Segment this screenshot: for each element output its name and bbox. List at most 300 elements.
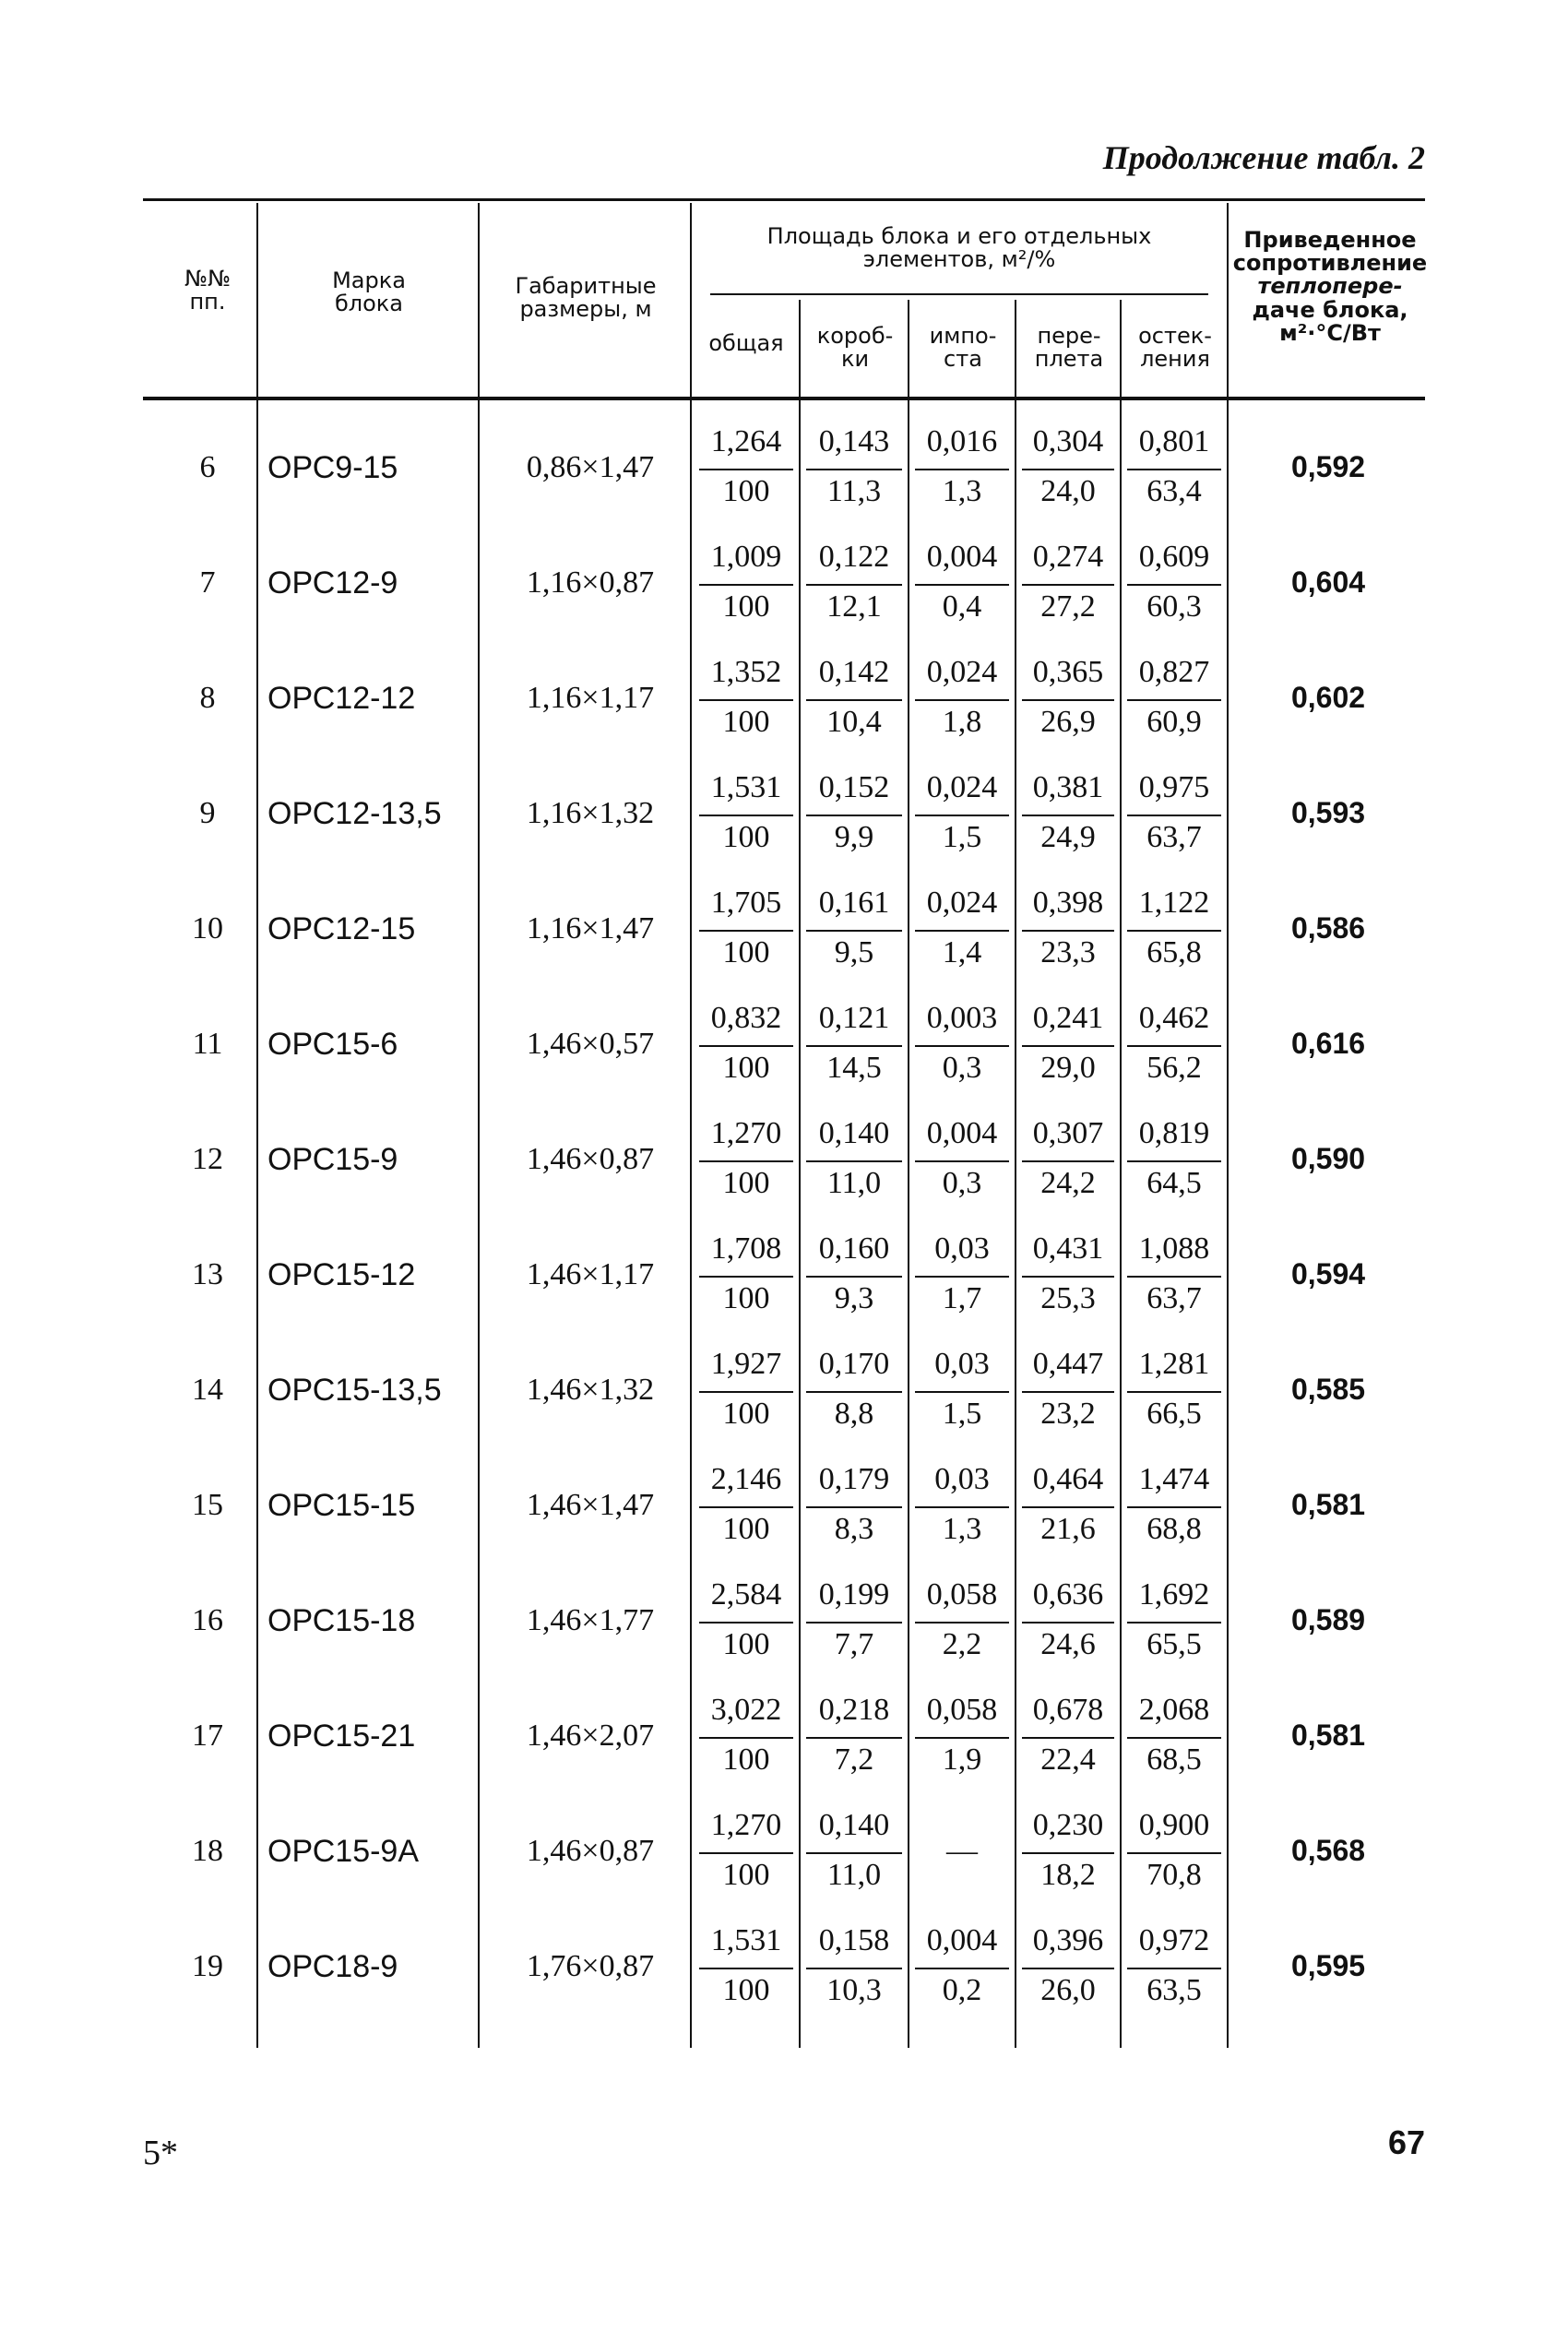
- heat-resistance: 0,586: [1290, 911, 1366, 945]
- area-fraction-impost: [909, 1577, 1015, 1679]
- block-dimensions: 1,46×0,87: [526, 1142, 655, 1176]
- block-mark: ОРС15-9: [267, 1142, 398, 1177]
- area-fraction-total: [694, 1462, 799, 1564]
- fraction-bar: [915, 1160, 1009, 1162]
- area-fraction-sash: [1016, 1462, 1120, 1564]
- fraction-bar: [1022, 930, 1114, 932]
- fraction-bar: [1022, 1506, 1114, 1508]
- block-mark: ОРС15-21: [267, 1719, 416, 1754]
- fraction-bar: [699, 815, 793, 816]
- area-fraction-total: [694, 1347, 799, 1448]
- row-number: 14: [192, 1373, 223, 1407]
- area-percent: 11,0: [826, 1858, 882, 1892]
- area-percent: 9,9: [834, 820, 874, 854]
- area-value: 0,058: [926, 1577, 998, 1612]
- heat-resistance: 0,590: [1290, 1142, 1366, 1175]
- area-value: 0,819: [1138, 1116, 1210, 1150]
- continuation-title: Продолжение табл. 2: [1102, 139, 1425, 176]
- area-value: 0,972: [1138, 1923, 1210, 1957]
- fraction-bar: [915, 1506, 1009, 1508]
- area-percent: 9,5: [834, 935, 874, 969]
- area-value: 0,140: [818, 1116, 890, 1150]
- fraction-bar: [699, 699, 793, 701]
- fraction-bar: [699, 1622, 793, 1623]
- area-fraction-impost: [909, 1231, 1015, 1333]
- header-impost: [909, 325, 1016, 371]
- area-value: 0,365: [1032, 655, 1104, 689]
- area-percent: 63,5: [1146, 1973, 1202, 2007]
- area-percent: 68,8: [1146, 1512, 1202, 1546]
- fraction-bar: [915, 930, 1009, 932]
- area-percent: 23,3: [1040, 935, 1096, 969]
- area-fraction-impost: [909, 1347, 1015, 1448]
- header-resist-line: сопротивление: [1232, 250, 1428, 277]
- area-value: 0,122: [818, 540, 890, 574]
- area-fraction-total: [694, 540, 799, 641]
- area-fraction-box: [801, 770, 908, 872]
- header-num-line: пп.: [189, 289, 226, 315]
- fraction-bar: [806, 1276, 902, 1278]
- area-value: 0,307: [1032, 1116, 1104, 1150]
- fraction-bar: [806, 699, 902, 701]
- fraction-bar: [699, 469, 793, 470]
- heat-resistance: 0,592: [1290, 450, 1366, 483]
- area-fraction-sash: [1016, 1693, 1120, 1794]
- area-percent: 10,4: [826, 705, 882, 739]
- block-dimensions: 1,46×1,47: [526, 1488, 655, 1522]
- fraction-bar: [915, 815, 1009, 816]
- header-impost-line: импо-: [929, 323, 997, 349]
- row-number: 15: [192, 1488, 223, 1522]
- fraction-bar: [1127, 584, 1221, 586]
- area-fraction-glazing: [1122, 1577, 1227, 1679]
- area-fraction-box: [801, 424, 908, 526]
- block-mark: ОРС15-15: [267, 1488, 416, 1523]
- area-fraction-glazing: [1122, 1808, 1227, 1909]
- area-fraction-impost: [909, 655, 1015, 756]
- area-percent: 100: [722, 1051, 770, 1085]
- area-percent: 64,5: [1146, 1166, 1202, 1200]
- area-fraction-total: [694, 886, 799, 987]
- table-row: [0, 540, 1568, 655]
- fraction-bar: [699, 1391, 793, 1393]
- area-fraction-glazing: [1122, 424, 1227, 526]
- fraction-bar: [915, 1968, 1009, 1969]
- fraction-bar: [806, 930, 902, 932]
- fraction-bar: [1127, 699, 1221, 701]
- area-fraction-total: [694, 1693, 799, 1794]
- area-percent: 1,3: [942, 474, 982, 508]
- area-fraction-impost: [909, 886, 1015, 987]
- area-fraction-box: [801, 1001, 908, 1102]
- area-percent: 100: [722, 1973, 770, 2007]
- heat-resistance: 0,585: [1290, 1373, 1366, 1406]
- area-value: 0,058: [926, 1693, 998, 1727]
- row-number: 11: [192, 1027, 223, 1061]
- area-percent: 70,8: [1146, 1858, 1202, 1892]
- block-dimensions: 0,86×1,47: [526, 450, 655, 484]
- area-value: 0,447: [1032, 1347, 1104, 1381]
- fraction-bar: [806, 1737, 902, 1739]
- fraction-bar: [1127, 1276, 1221, 1278]
- fraction-bar: [699, 1506, 793, 1508]
- area-percent: 0,4: [942, 589, 982, 624]
- header-glazing-line: ления: [1140, 346, 1210, 373]
- area-value: 0,03: [934, 1462, 990, 1496]
- block-mark: ОРС12-12: [267, 681, 416, 716]
- fraction-bar: [1127, 815, 1221, 816]
- header-resist-line: Приведенное: [1243, 227, 1417, 253]
- area-fraction-glazing: [1122, 1923, 1227, 2025]
- header-num-line: №№: [184, 266, 231, 291]
- fraction-bar: [1127, 469, 1221, 470]
- area-percent: 24,9: [1040, 820, 1096, 854]
- header-resist-line: теплопере-: [1257, 273, 1403, 300]
- fraction-bar: [1127, 1391, 1221, 1393]
- header-dims-line: Габаритные: [515, 273, 657, 299]
- area-percent: 11,0: [826, 1166, 882, 1200]
- table-row: [0, 1116, 1568, 1231]
- area-percent: 21,6: [1040, 1512, 1096, 1546]
- row-number: 10: [192, 911, 223, 946]
- row-number: 8: [199, 681, 216, 715]
- fraction-bar: [1127, 1737, 1221, 1739]
- row-number: 17: [192, 1719, 223, 1753]
- area-percent: 26,9: [1040, 705, 1096, 739]
- area-fraction-glazing: [1122, 1116, 1227, 1218]
- area-percent: 18,2: [1040, 1858, 1096, 1892]
- area-percent: 1,4: [942, 935, 982, 969]
- area-percent: 100: [722, 1281, 770, 1315]
- block-dimensions: 1,46×0,57: [526, 1027, 655, 1061]
- block-dimensions: 1,16×0,87: [526, 565, 655, 600]
- table-row: [0, 424, 1568, 540]
- fraction-bar: [1127, 930, 1221, 932]
- heat-resistance: 0,581: [1290, 1719, 1366, 1752]
- fraction-bar: [915, 1045, 1009, 1047]
- block-mark: ОРС15-12: [267, 1257, 416, 1292]
- area-value: 0,152: [818, 770, 890, 804]
- area-percent: 100: [722, 1397, 770, 1431]
- area-value: 1,281: [1138, 1347, 1210, 1381]
- table-row: [0, 770, 1568, 886]
- area-fraction-sash: [1016, 424, 1120, 526]
- fraction-bar: [1022, 1276, 1114, 1278]
- area-percent: 65,5: [1146, 1627, 1202, 1661]
- area-fraction-glazing: [1122, 1347, 1227, 1448]
- block-dimensions: 1,46×1,77: [526, 1603, 655, 1637]
- area-percent: 29,0: [1040, 1051, 1096, 1085]
- area-percent: 0,3: [942, 1166, 982, 1200]
- area-percent: 68,5: [1146, 1742, 1202, 1777]
- area-fraction-box: [801, 886, 908, 987]
- area-value: 0,024: [926, 655, 998, 689]
- area-percent: 66,5: [1146, 1397, 1202, 1431]
- area-fraction-sash: [1016, 1347, 1120, 1448]
- area-percent: 25,3: [1040, 1281, 1096, 1315]
- fraction-bar: [1022, 1737, 1114, 1739]
- row-number: 6: [199, 450, 216, 484]
- area-value: 0,004: [926, 1116, 998, 1150]
- fraction-bar: [1022, 815, 1114, 816]
- block-mark: ОРС12-13,5: [267, 796, 442, 831]
- area-value: 3,022: [710, 1693, 782, 1727]
- area-percent: 8,8: [834, 1397, 874, 1431]
- header-resist-line: м²·°С/Вт: [1279, 319, 1381, 346]
- area-percent: 24,2: [1040, 1166, 1096, 1200]
- header-area-line: элементов, м²/%: [862, 246, 1056, 273]
- block-mark: ОРС12-15: [267, 911, 416, 946]
- fraction-bar: [806, 1622, 902, 1623]
- area-fraction-box: [801, 1693, 908, 1794]
- fraction-bar: [806, 1852, 902, 1854]
- area-percent: 56,2: [1146, 1051, 1202, 1085]
- fraction-bar: [806, 1391, 902, 1393]
- area-fraction-impost: [909, 424, 1015, 526]
- area-fraction-box: [801, 1231, 908, 1333]
- header-dims: [480, 275, 692, 321]
- fraction-bar: [915, 1276, 1009, 1278]
- area-value: 0,398: [1032, 886, 1104, 920]
- area-fraction-box: [801, 1347, 908, 1448]
- area-value: 1,705: [710, 886, 782, 920]
- area-value: 0,230: [1032, 1808, 1104, 1842]
- area-value: 0,900: [1138, 1808, 1210, 1842]
- heat-resistance: 0,594: [1290, 1257, 1366, 1290]
- area-empty-impost: —: [946, 1834, 978, 1868]
- header-sash: [1016, 325, 1122, 371]
- header-impost-line: ста: [944, 346, 982, 373]
- area-value: 0,274: [1032, 540, 1104, 574]
- area-fraction-glazing: [1122, 886, 1227, 987]
- area-fraction-total: [694, 1001, 799, 1102]
- area-value: 0,03: [934, 1231, 990, 1266]
- area-percent: 63,7: [1146, 820, 1202, 854]
- area-value: 0,143: [818, 424, 890, 458]
- area-percent: 60,3: [1146, 589, 1202, 624]
- area-percent: 1,5: [942, 820, 982, 854]
- area-percent: 60,9: [1146, 705, 1202, 739]
- heat-resistance: 0,595: [1290, 1949, 1366, 1982]
- area-fraction-total: [694, 1923, 799, 2025]
- block-mark: ОРС15-9А: [267, 1834, 420, 1869]
- area-percent: 22,4: [1040, 1742, 1096, 1777]
- area-percent: 0,2: [942, 1973, 982, 2007]
- block-mark: ОРС9-15: [267, 450, 398, 485]
- area-percent: 100: [722, 820, 770, 854]
- area-percent: 7,7: [834, 1627, 874, 1661]
- area-value: 1,270: [710, 1116, 782, 1150]
- fraction-bar: [699, 930, 793, 932]
- fraction-bar: [1022, 1968, 1114, 1969]
- area-value: 1,531: [710, 1923, 782, 1957]
- fraction-bar: [1127, 1622, 1221, 1623]
- block-dimensions: 1,16×1,17: [526, 681, 655, 715]
- area-fraction-sash: [1016, 1231, 1120, 1333]
- area-percent: 8,3: [834, 1512, 874, 1546]
- area-value: 0,464: [1032, 1462, 1104, 1496]
- signature-mark: 5*: [143, 2134, 178, 2172]
- header-resist: [1229, 229, 1431, 345]
- table-row: [0, 655, 1568, 770]
- area-value: 0,241: [1032, 1001, 1104, 1035]
- area-fraction-glazing: [1122, 1693, 1227, 1794]
- area-percent: 0,3: [942, 1051, 982, 1085]
- fraction-bar: [806, 1160, 902, 1162]
- area-value: 2,146: [710, 1462, 782, 1496]
- fraction-bar: [806, 584, 902, 586]
- block-dimensions: 1,46×2,07: [526, 1719, 655, 1753]
- area-percent: 100: [722, 1858, 770, 1892]
- area-value: 1,122: [1138, 886, 1210, 920]
- area-percent: 100: [722, 1166, 770, 1200]
- header-total: общая: [708, 330, 784, 356]
- block-mark: ОРС15-13,5: [267, 1373, 442, 1408]
- area-fraction-glazing: [1122, 1462, 1227, 1564]
- area-percent: 7,2: [834, 1742, 874, 1777]
- area-value: 0,142: [818, 655, 890, 689]
- area-percent: 1,9: [942, 1742, 982, 1777]
- fraction-bar: [1022, 1622, 1114, 1623]
- header-area: [692, 225, 1227, 271]
- area-value: 0,004: [926, 1923, 998, 1957]
- area-percent: 1,7: [942, 1281, 982, 1315]
- table-row: [0, 1693, 1568, 1808]
- area-percent: 14,5: [826, 1051, 882, 1085]
- header-glazing-line: остек-: [1138, 323, 1212, 349]
- header-box: [801, 325, 909, 371]
- header-sash-line: плета: [1034, 346, 1104, 373]
- table-top-rule: [143, 198, 1425, 201]
- area-fraction-glazing: [1122, 770, 1227, 872]
- area-fraction-glazing: [1122, 1001, 1227, 1102]
- area-fraction-impost: [909, 540, 1015, 641]
- fraction-bar: [1022, 469, 1114, 470]
- area-percent: 10,3: [826, 1973, 882, 2007]
- header-box-line: ки: [840, 346, 870, 373]
- area-fraction-box: [801, 1577, 908, 1679]
- block-mark: ОРС15-18: [267, 1603, 416, 1638]
- area-fraction-total: [694, 424, 799, 526]
- table-row: [0, 1462, 1568, 1577]
- area-value: 1,531: [710, 770, 782, 804]
- area-percent: 100: [722, 1512, 770, 1546]
- table-row: [0, 886, 1568, 1001]
- header-dims-line: размеры, м: [519, 296, 652, 323]
- area-value: 0,140: [818, 1808, 890, 1842]
- area-fraction-impost: [909, 1693, 1015, 1794]
- fraction-bar: [699, 1160, 793, 1162]
- area-percent: 23,2: [1040, 1397, 1096, 1431]
- fraction-bar: [1022, 1391, 1114, 1393]
- area-percent: 100: [722, 474, 770, 508]
- fraction-bar: [1127, 1852, 1221, 1854]
- area-value: 0,381: [1032, 770, 1104, 804]
- area-fraction-impost: [909, 1001, 1015, 1102]
- fraction-bar: [699, 1045, 793, 1047]
- area-fraction-glazing: [1122, 1231, 1227, 1333]
- table-row: [0, 1231, 1568, 1347]
- area-fraction-impost: [909, 770, 1015, 872]
- area-percent: 65,8: [1146, 935, 1202, 969]
- area-value: 1,264: [710, 424, 782, 458]
- area-fraction-impost: [909, 1116, 1015, 1218]
- header-sash-line: пере-: [1037, 323, 1101, 349]
- area-value: 0,170: [818, 1347, 890, 1381]
- block-dimensions: 1,46×0,87: [526, 1834, 655, 1868]
- area-value: 0,004: [926, 540, 998, 574]
- area-value: 1,352: [710, 655, 782, 689]
- block-dimensions: 1,46×1,17: [526, 1257, 655, 1291]
- area-value: 0,161: [818, 886, 890, 920]
- area-value: 0,396: [1032, 1923, 1104, 1957]
- area-percent: 1,5: [942, 1397, 982, 1431]
- header-mark-line: блока: [334, 291, 404, 317]
- table-row: [0, 1808, 1568, 1923]
- area-value: 0,304: [1032, 424, 1104, 458]
- fraction-bar: [1022, 699, 1114, 701]
- area-percent: 100: [722, 705, 770, 739]
- fraction-bar: [1127, 1045, 1221, 1047]
- row-number: 18: [192, 1834, 223, 1868]
- fraction-bar: [1022, 1045, 1114, 1047]
- area-value: 2,584: [710, 1577, 782, 1612]
- area-value: 0,801: [1138, 424, 1210, 458]
- area-fraction-glazing: [1122, 655, 1227, 756]
- block-dimensions: 1,16×1,32: [526, 796, 655, 830]
- fraction-bar: [1127, 1968, 1221, 1969]
- area-fraction-box: [801, 1923, 908, 2025]
- fraction-bar: [699, 1276, 793, 1278]
- area-fraction-box: [801, 1462, 908, 1564]
- area-value: 1,708: [710, 1231, 782, 1266]
- area-fraction-total: [694, 1577, 799, 1679]
- area-value: 0,609: [1138, 540, 1210, 574]
- area-percent: 11,3: [826, 474, 882, 508]
- area-fraction-sash: [1016, 1001, 1120, 1102]
- header-area-line: Площадь блока и его отдельных: [766, 223, 1152, 249]
- header-resist-line: даче блока,: [1252, 296, 1408, 323]
- area-fraction-box: [801, 655, 908, 756]
- table-row: [0, 1347, 1568, 1462]
- table-header-rule: [143, 397, 1425, 400]
- table-row: [0, 1577, 1568, 1693]
- heat-resistance: 0,602: [1290, 681, 1366, 714]
- fraction-bar: [806, 1045, 902, 1047]
- area-fraction-sash: [1016, 1923, 1120, 2025]
- area-value: 0,636: [1032, 1577, 1104, 1612]
- area-value: 1,088: [1138, 1231, 1210, 1266]
- area-percent: 27,2: [1040, 589, 1096, 624]
- fraction-bar: [699, 1737, 793, 1739]
- heat-resistance: 0,568: [1290, 1834, 1366, 1867]
- area-value: 0,462: [1138, 1001, 1210, 1035]
- area-fraction-total: [694, 1808, 799, 1909]
- area-percent: 63,4: [1146, 474, 1202, 508]
- area-value: 1,270: [710, 1808, 782, 1842]
- area-percent: 1,8: [942, 705, 982, 739]
- block-mark: ОРС18-9: [267, 1949, 398, 1984]
- area-percent: 24,6: [1040, 1627, 1096, 1661]
- area-value: 1,692: [1138, 1577, 1210, 1612]
- fraction-bar: [1127, 1160, 1221, 1162]
- area-subheader-rule: [710, 293, 1208, 295]
- area-percent: 2,2: [942, 1627, 982, 1661]
- row-number: 9: [199, 796, 216, 830]
- area-percent: 9,3: [834, 1281, 874, 1315]
- fraction-bar: [915, 1391, 1009, 1393]
- fraction-bar: [915, 584, 1009, 586]
